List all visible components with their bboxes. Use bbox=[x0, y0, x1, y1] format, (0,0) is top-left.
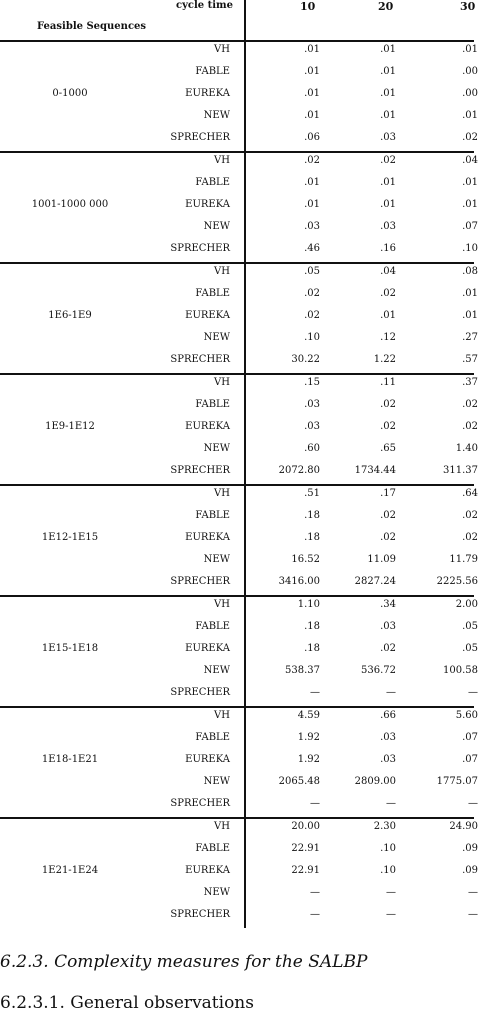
value-cell: 536.72 bbox=[361, 665, 396, 676]
table-row bbox=[0, 776, 478, 798]
table-row bbox=[0, 266, 478, 288]
section-title: 6.2.3. Complexity measures for the SALBP bbox=[0, 952, 368, 972]
value-cell: 2225.56 bbox=[436, 576, 478, 587]
value-cell: .01 bbox=[380, 44, 396, 55]
algorithm-cell: FABLE bbox=[195, 510, 230, 521]
algorithm-cell: SPRECHER bbox=[170, 909, 230, 920]
table-row bbox=[0, 532, 478, 554]
value-cell: .01 bbox=[380, 177, 396, 188]
value-cell: .01 bbox=[380, 199, 396, 210]
group-label: 1E21-1E24 bbox=[41, 865, 99, 876]
value-cell: .01 bbox=[380, 66, 396, 77]
value-cell: .64 bbox=[462, 488, 478, 499]
value-cell: — bbox=[468, 798, 478, 809]
value-cell: .01 bbox=[304, 44, 320, 55]
algorithm-cell: EUREKA bbox=[185, 421, 230, 432]
value-cell: .02 bbox=[304, 288, 320, 299]
value-cell: 2.00 bbox=[455, 599, 478, 610]
value-cell: — bbox=[386, 798, 396, 809]
table-row bbox=[0, 665, 478, 687]
algorithm-cell: NEW bbox=[203, 110, 230, 121]
value-cell: .10 bbox=[380, 865, 396, 876]
value-cell: .01 bbox=[462, 110, 478, 121]
value-cell: .10 bbox=[304, 332, 320, 343]
value-cell: .01 bbox=[304, 199, 320, 210]
algorithm-cell: NEW bbox=[203, 221, 230, 232]
table-row bbox=[0, 399, 478, 421]
value-cell: 2809.00 bbox=[354, 776, 396, 787]
table-row bbox=[0, 310, 478, 332]
algorithm-cell: FABLE bbox=[195, 399, 230, 410]
value-cell: — bbox=[310, 798, 320, 809]
value-cell: 1.10 bbox=[297, 599, 320, 610]
value-cell: .05 bbox=[462, 643, 478, 654]
algorithm-cell: FABLE bbox=[195, 177, 230, 188]
value-cell: .03 bbox=[380, 221, 396, 232]
algorithm-cell: EUREKA bbox=[185, 310, 230, 321]
value-cell: .01 bbox=[304, 177, 320, 188]
algorithm-cell: EUREKA bbox=[185, 199, 230, 210]
table-row bbox=[0, 821, 478, 843]
value-cell: .02 bbox=[380, 643, 396, 654]
value-cell: .02 bbox=[380, 421, 396, 432]
value-cell: .03 bbox=[380, 621, 396, 632]
value-cell: .03 bbox=[304, 421, 320, 432]
algorithm-cell: EUREKA bbox=[185, 532, 230, 543]
value-cell: .60 bbox=[304, 443, 320, 454]
value-cell: .65 bbox=[380, 443, 396, 454]
value-cell: .01 bbox=[462, 199, 478, 210]
value-cell: .04 bbox=[462, 155, 478, 166]
algorithm-cell: NEW bbox=[203, 332, 230, 343]
value-cell: 1775.07 bbox=[436, 776, 478, 787]
value-cell: .66 bbox=[380, 710, 396, 721]
table-row bbox=[0, 843, 478, 865]
table-row bbox=[0, 155, 478, 177]
group-label: 1E9-1E12 bbox=[45, 421, 95, 432]
value-cell: 2072.80 bbox=[278, 465, 320, 476]
algorithm-cell: FABLE bbox=[195, 732, 230, 743]
algorithm-cell: VH bbox=[214, 44, 230, 55]
value-cell: 538.37 bbox=[285, 665, 320, 676]
algorithm-cell: FABLE bbox=[195, 288, 230, 299]
value-cell: — bbox=[386, 887, 396, 898]
value-cell: .15 bbox=[304, 377, 320, 388]
algorithm-cell: FABLE bbox=[195, 843, 230, 854]
algorithm-cell: NEW bbox=[203, 776, 230, 787]
algorithm-cell: NEW bbox=[203, 443, 230, 454]
sequence-group bbox=[0, 151, 478, 262]
sequence-group bbox=[0, 817, 478, 928]
value-cell: .01 bbox=[304, 66, 320, 77]
value-cell: .02 bbox=[380, 532, 396, 543]
table-row bbox=[0, 643, 478, 665]
value-cell: 24.90 bbox=[449, 821, 478, 832]
value-cell: .06 bbox=[304, 132, 320, 143]
table-row bbox=[0, 88, 478, 110]
col-header-30: 30 bbox=[460, 0, 476, 13]
value-cell: .01 bbox=[462, 310, 478, 321]
value-cell: .01 bbox=[462, 288, 478, 299]
table-row bbox=[0, 421, 478, 443]
value-cell: 5.60 bbox=[455, 710, 478, 721]
value-cell: 11.09 bbox=[367, 554, 396, 565]
value-cell: .00 bbox=[462, 88, 478, 99]
value-cell: .27 bbox=[462, 332, 478, 343]
feasible-sequences-header: Feasible Sequences bbox=[37, 21, 147, 32]
value-cell: .01 bbox=[304, 110, 320, 121]
value-cell: 4.59 bbox=[297, 710, 320, 721]
algorithm-cell: SPRECHER bbox=[170, 132, 230, 143]
value-cell: .01 bbox=[462, 177, 478, 188]
value-cell: — bbox=[468, 687, 478, 698]
value-cell: 311.37 bbox=[443, 465, 478, 476]
group-label: 1E18-1E21 bbox=[41, 754, 99, 765]
value-cell: .34 bbox=[380, 599, 396, 610]
sequence-group bbox=[0, 373, 478, 484]
value-cell: .10 bbox=[380, 843, 396, 854]
algorithm-cell: VH bbox=[214, 377, 230, 388]
table-row bbox=[0, 865, 478, 887]
col-header-20: 20 bbox=[378, 0, 394, 13]
algorithm-cell: EUREKA bbox=[185, 754, 230, 765]
value-cell: .02 bbox=[462, 532, 478, 543]
col-header-10: 10 bbox=[300, 0, 316, 13]
table-row bbox=[0, 110, 478, 132]
value-cell: 16.52 bbox=[291, 554, 320, 565]
value-cell: .46 bbox=[304, 243, 320, 254]
algorithm-cell: EUREKA bbox=[185, 88, 230, 99]
algorithm-cell: VH bbox=[214, 710, 230, 721]
value-cell: .03 bbox=[380, 754, 396, 765]
value-cell: 2827.24 bbox=[354, 576, 396, 587]
value-cell: .18 bbox=[304, 643, 320, 654]
value-cell: .18 bbox=[304, 510, 320, 521]
table-row bbox=[0, 288, 478, 310]
value-cell: 30.22 bbox=[291, 354, 320, 365]
table-row bbox=[0, 199, 478, 221]
value-cell: .02 bbox=[462, 399, 478, 410]
value-cell: 22.91 bbox=[291, 865, 320, 876]
value-cell: .03 bbox=[380, 132, 396, 143]
table-row bbox=[0, 710, 478, 732]
value-cell: .57 bbox=[462, 354, 478, 365]
value-cell: 3416.00 bbox=[278, 576, 320, 587]
algorithm-cell: SPRECHER bbox=[170, 576, 230, 587]
value-cell: .02 bbox=[304, 310, 320, 321]
algorithm-cell: FABLE bbox=[195, 621, 230, 632]
value-cell: .01 bbox=[380, 110, 396, 121]
sequence-group bbox=[0, 706, 478, 817]
value-cell: .02 bbox=[304, 155, 320, 166]
value-cell: — bbox=[386, 909, 396, 920]
value-cell: 2.30 bbox=[373, 821, 396, 832]
sequence-group bbox=[0, 262, 478, 373]
value-cell: .18 bbox=[304, 532, 320, 543]
table-row bbox=[0, 488, 478, 510]
value-cell: — bbox=[386, 687, 396, 698]
sequence-group bbox=[0, 484, 478, 595]
value-cell: .01 bbox=[304, 88, 320, 99]
table-row bbox=[0, 510, 478, 532]
table-row bbox=[0, 754, 478, 776]
value-cell: 20.00 bbox=[291, 821, 320, 832]
algorithm-cell: SPRECHER bbox=[170, 465, 230, 476]
value-cell: .04 bbox=[380, 266, 396, 277]
algorithm-cell: VH bbox=[214, 599, 230, 610]
algorithm-cell: FABLE bbox=[195, 66, 230, 77]
value-cell: .03 bbox=[304, 399, 320, 410]
value-cell: .03 bbox=[304, 221, 320, 232]
value-cell: .01 bbox=[462, 44, 478, 55]
table-row bbox=[0, 621, 478, 643]
algorithm-cell: NEW bbox=[203, 665, 230, 676]
value-cell: — bbox=[310, 887, 320, 898]
value-cell: .18 bbox=[304, 621, 320, 632]
value-cell: .08 bbox=[462, 266, 478, 277]
table-row bbox=[0, 554, 478, 576]
table-row bbox=[0, 377, 478, 399]
value-cell: — bbox=[310, 909, 320, 920]
table-row bbox=[0, 221, 478, 243]
value-cell: 1.92 bbox=[297, 732, 320, 743]
table-row bbox=[0, 909, 478, 931]
value-cell: .02 bbox=[462, 421, 478, 432]
value-cell: 22.91 bbox=[291, 843, 320, 854]
table-row bbox=[0, 732, 478, 754]
table-row bbox=[0, 599, 478, 621]
group-label: 0-1000 bbox=[52, 88, 88, 99]
value-cell: .01 bbox=[380, 310, 396, 321]
value-cell: .00 bbox=[462, 66, 478, 77]
value-cell: 2065.48 bbox=[278, 776, 320, 787]
algorithm-cell: VH bbox=[214, 488, 230, 499]
algorithm-cell: VH bbox=[214, 266, 230, 277]
table-row bbox=[0, 443, 478, 465]
sequence-group bbox=[0, 595, 478, 706]
value-cell: 1.22 bbox=[373, 354, 396, 365]
cycle-time-header: cycle time bbox=[176, 0, 233, 11]
value-cell: .07 bbox=[462, 221, 478, 232]
value-cell: 1.40 bbox=[455, 443, 478, 454]
value-cell: .05 bbox=[462, 621, 478, 632]
group-label: 1E6-1E9 bbox=[48, 310, 92, 321]
value-cell: .07 bbox=[462, 732, 478, 743]
algorithm-cell: VH bbox=[214, 821, 230, 832]
algorithm-cell: VH bbox=[214, 155, 230, 166]
sequence-group bbox=[0, 40, 478, 151]
value-cell: .02 bbox=[380, 399, 396, 410]
value-cell: .02 bbox=[380, 155, 396, 166]
value-cell: .02 bbox=[380, 510, 396, 521]
value-cell: .17 bbox=[380, 488, 396, 499]
value-cell: 1.92 bbox=[297, 754, 320, 765]
algorithm-cell: NEW bbox=[203, 554, 230, 565]
algorithm-cell: NEW bbox=[203, 887, 230, 898]
algorithm-cell: EUREKA bbox=[185, 865, 230, 876]
value-cell: .37 bbox=[462, 377, 478, 388]
value-cell: .51 bbox=[304, 488, 320, 499]
table-row bbox=[0, 44, 478, 66]
group-label: 1001-1000 000 bbox=[31, 199, 109, 210]
subsection-title: 6.2.3.1. General observations bbox=[0, 993, 254, 1013]
value-cell: — bbox=[310, 687, 320, 698]
value-cell: 11.79 bbox=[449, 554, 478, 565]
value-cell: .02 bbox=[462, 132, 478, 143]
value-cell: .16 bbox=[380, 243, 396, 254]
value-cell: .09 bbox=[462, 865, 478, 876]
value-cell: — bbox=[468, 909, 478, 920]
algorithm-cell: SPRECHER bbox=[170, 687, 230, 698]
algorithm-cell: SPRECHER bbox=[170, 798, 230, 809]
algorithm-cell: SPRECHER bbox=[170, 243, 230, 254]
value-cell: .05 bbox=[304, 266, 320, 277]
value-cell: .11 bbox=[380, 377, 396, 388]
value-cell: .01 bbox=[380, 88, 396, 99]
group-label: 1E15-1E18 bbox=[41, 643, 99, 654]
table-row bbox=[0, 887, 478, 909]
table-row bbox=[0, 332, 478, 354]
algorithm-cell: SPRECHER bbox=[170, 354, 230, 365]
value-cell: 1734.44 bbox=[354, 465, 396, 476]
value-cell: .09 bbox=[462, 843, 478, 854]
group-label: 1E12-1E15 bbox=[41, 532, 99, 543]
value-cell: .12 bbox=[380, 332, 396, 343]
value-cell: .02 bbox=[462, 510, 478, 521]
value-cell: .02 bbox=[380, 288, 396, 299]
table-row bbox=[0, 177, 478, 199]
value-cell: .07 bbox=[462, 754, 478, 765]
value-cell: .03 bbox=[380, 732, 396, 743]
table-row bbox=[0, 66, 478, 88]
value-cell: — bbox=[468, 887, 478, 898]
value-cell: .10 bbox=[462, 243, 478, 254]
algorithm-cell: EUREKA bbox=[185, 643, 230, 654]
value-cell: 100.58 bbox=[443, 665, 478, 676]
